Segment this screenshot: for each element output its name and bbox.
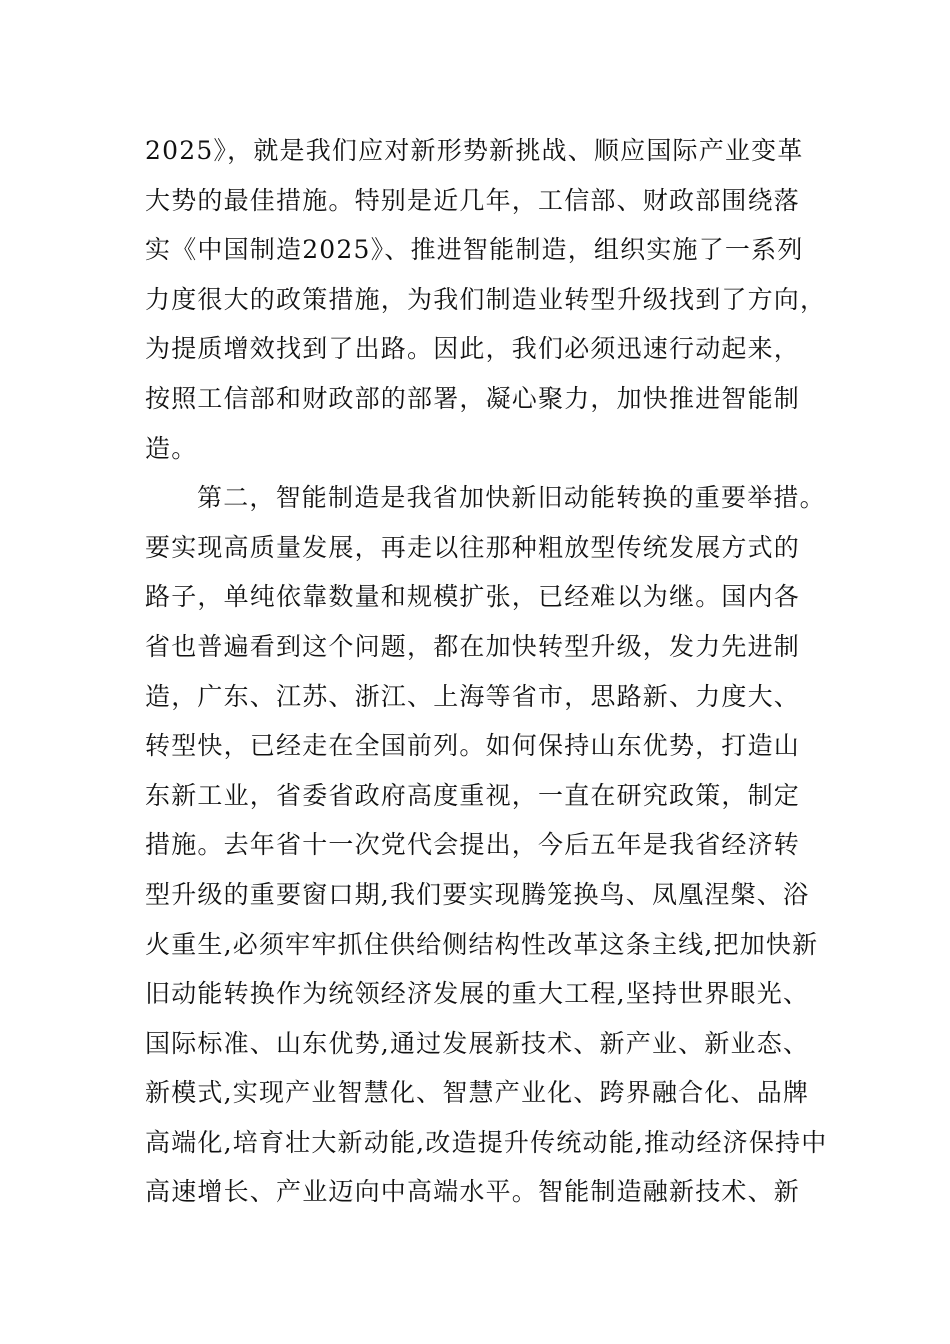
text-line: 措施。去年省十一次党代会提出，今后五年是我省经济转 (145, 830, 801, 860)
text-line: 高速增长、产业迈向中高端水平。智能制造融新技术、新 (145, 1177, 801, 1207)
text-line: 造。 (145, 433, 198, 463)
text-line: 第二，智能制造是我省加快新旧动能转换的重要举措。 (197, 483, 826, 513)
text-line: 路子，单纯依靠数量和规模扩张，已经难以为继。国内各 (145, 582, 801, 612)
text-line: 造，广东、江苏、浙江、上海等省市，思路新、力度大、 (145, 681, 801, 711)
text-line: 新模式,实现产业智慧化、智慧产业化、跨界融合化、品牌 (145, 1078, 810, 1108)
text-line: 2025》，就是我们应对新形势新挑战、顺应国际产业变革 (145, 136, 804, 165)
text-line: 为提质增效找到了出路。因此，我们必须迅速行动起来， (145, 334, 801, 364)
paragraph-1 (145, 126, 827, 473)
text-line: 高端化,培育壮大新动能,改造提升传统动能,推动经济保持中 (145, 1127, 828, 1157)
text-line: 东新工业，省委省政府高度重视，一直在研究政策，制定 (145, 780, 801, 810)
text-line: 要实现高质量发展，再走以往那种粗放型传统发展方式的 (145, 532, 801, 562)
text-line (145, 1217, 805, 1267)
text-line: 型升级的重要窗口期,我们要实现腾笼换鸟、凤凰涅槃、浴 (145, 879, 810, 909)
text-line: 按照工信部和财政部的部署，凝心聚力，加快推进智能制 (145, 383, 801, 413)
text-line: 力度很大的政策措施，为我们制造业转型升级找到了方向， (145, 284, 827, 314)
body-text (145, 126, 828, 1267)
text-line: 国际标准、山东优势,通过发展新技术、新产业、新业态、 (145, 1028, 810, 1058)
text-line: 火重生,必须牢牢抓住供给侧结构性改革这条主线,把加快新 (145, 929, 819, 959)
text-line: 实《中国制造2025》、推进智能制造，组织实施了一系列 (145, 235, 804, 265)
text-line: 大势的最佳措施。特别是近几年，工信部、财政部围绕落 (145, 185, 801, 215)
text-line: 转型快，已经走在全国前列。如何保持山东优势，打造山 (145, 731, 801, 761)
text-line: 省也普遍看到这个问题，都在加快转型升级，发力先进制 (145, 631, 801, 661)
paragraph-2 (145, 473, 828, 1267)
text-line: 旧动能转换作为统领经济发展的重大工程,坚持世界眼光、 (145, 979, 810, 1009)
